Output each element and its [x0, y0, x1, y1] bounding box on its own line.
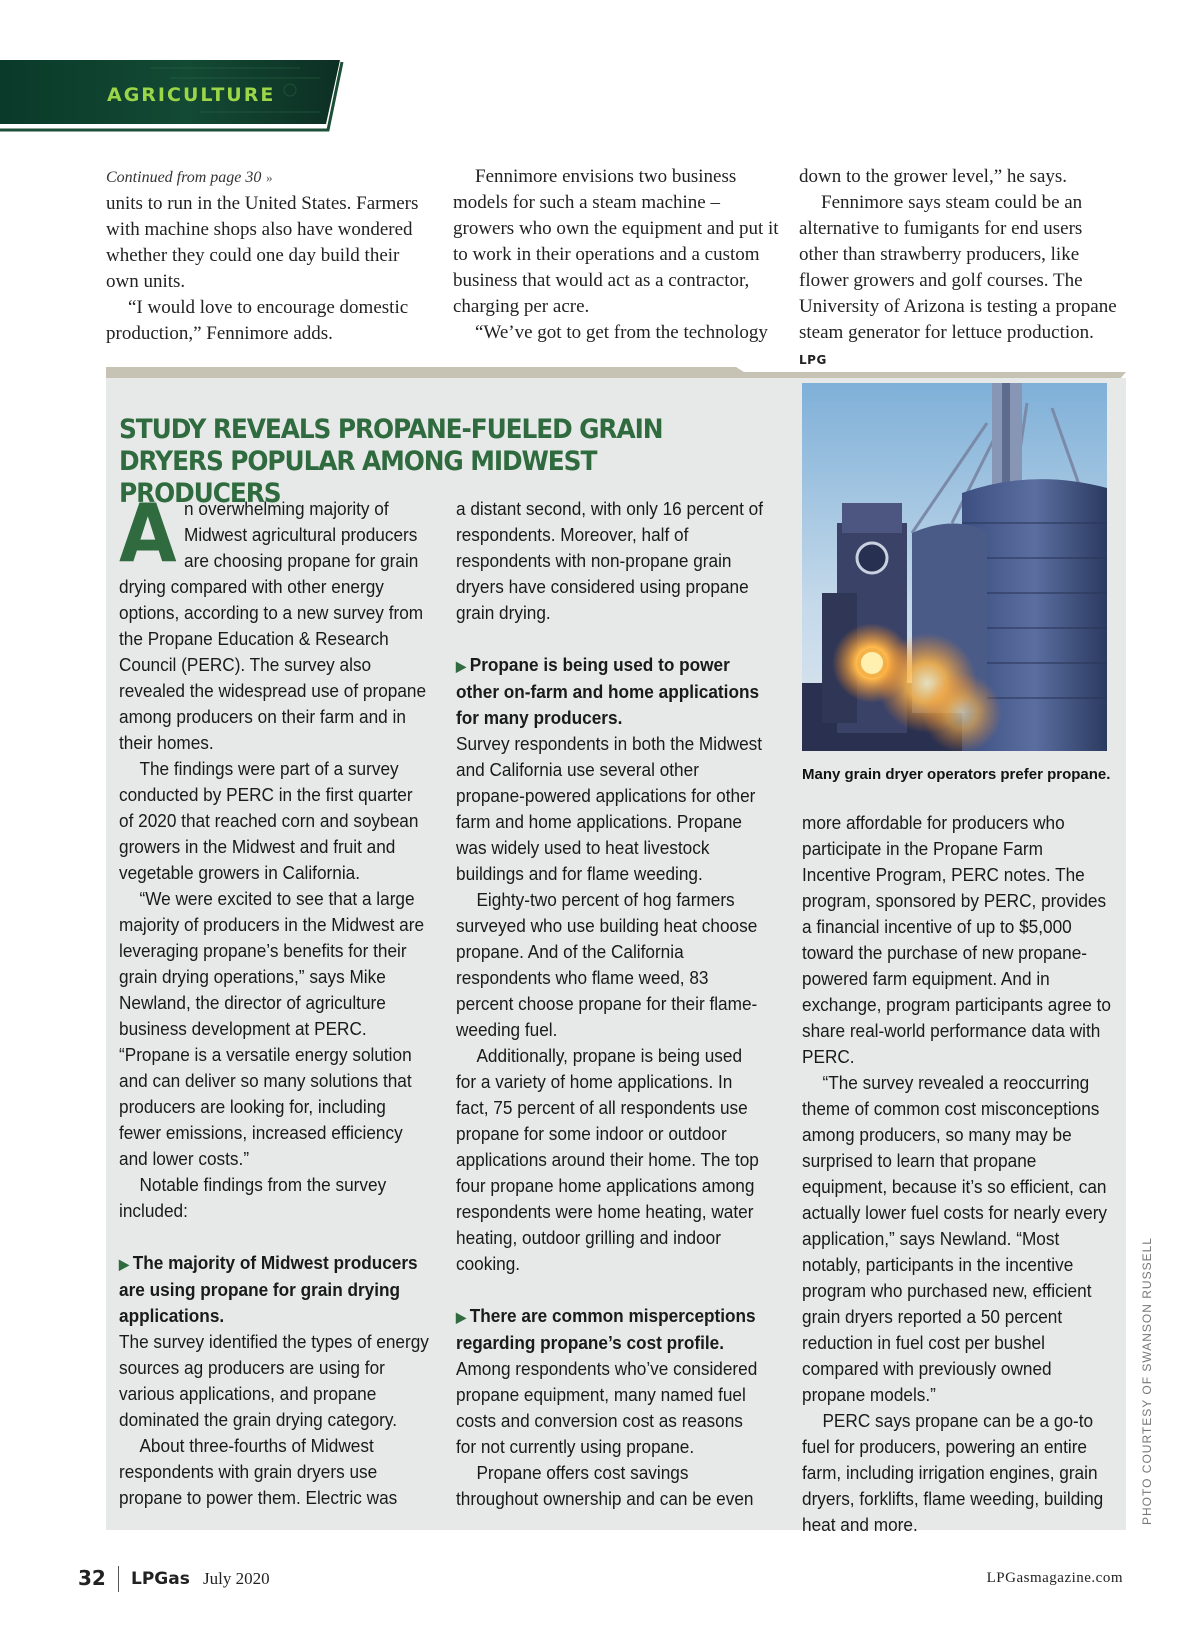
- paragraph: a distant second, with only 16 percent of respondents. Moreover, half of respondents with non-propane grain dryers have considered using propane grain drying.: [456, 498, 764, 623]
- paragraph: “The survey revealed a reoccurring theme of common cost misconceptions among producers, so many may be surprised to learn that propane equipment, because it’s so efficient, can actually lower fuel costs for nearly every application,” says Newland. “Most notably, participants in the incentive program who purchased new, efficient grain dryers reported a 50 percent reduction in fuel cost per bushel compared with previously owned propane models.”: [802, 1072, 1108, 1405]
- end-mark: LPG: [799, 353, 827, 367]
- paragraph: units to run in the United States. Farmers with machine shops also have wondered whether they could one day build their own units.: [106, 193, 419, 292]
- paragraph: “We’ve got to get from the technology: [475, 322, 768, 343]
- section-label: AGRICULTURE: [107, 84, 276, 106]
- sidebar-title: STUDY REVEALS PROPANE-FUELED GRAIN DRYERS POPULAR AMONG MIDWEST PRODUCERS: [119, 414, 663, 509]
- bullet-triangle-icon: ▶: [456, 658, 467, 674]
- paragraph: Notable findings from the survey included:: [119, 1174, 387, 1221]
- paragraph: Eighty-two percent of hog farmers surveyed who use building heat choose propane. And of the California respondents who flame weed, 83 percent choose propane for their flame-weeding fuel.: [456, 889, 758, 1040]
- paragraph: Among respondents who’ve considered propane equipment, many named fuel costs and conversion cost as reasons for not currently using propane.: [456, 1358, 758, 1457]
- sidebar-column-3: [802, 810, 1113, 1538]
- continued-from-label: Continued from page 30: [106, 169, 262, 186]
- subhead: There are common misperceptions regarding propane’s cost profile.: [456, 1305, 756, 1353]
- drop-cap: A: [119, 487, 177, 580]
- page-number: 32: [78, 1566, 106, 1590]
- paragraph: down to the grower level,” he says.: [799, 166, 1068, 187]
- issue-date: July 2020: [203, 1569, 270, 1588]
- grain-dryer-photo: [802, 383, 1107, 751]
- sidebar-column-2: [456, 496, 767, 1512]
- continuation-column-2: [453, 164, 779, 346]
- website-url: LPGasmagazine.com: [986, 1570, 1123, 1586]
- continuation-column-1: [106, 164, 432, 347]
- sidebar-column-1: [119, 487, 430, 1511]
- bullet-triangle-icon: ▶: [119, 1256, 130, 1272]
- paragraph: Fennimore says steam could be an alternative to fumigants for end users other than strawberry producers, like flower growers and golf courses. The University of Arizona is testing a propane steam generator for lettuce production.: [799, 192, 1117, 343]
- paragraph: “We were excited to see that a large majority of producers in the Midwest are leveraging propane’s benefits for their grain drying operations,” says Mike Newland, the director of agriculture business development at PERC. “Propane is a versatile energy solution and can deliver so many solutions that producers are looking for, including fewer emissions, increased efficiency and lower costs.”: [119, 888, 425, 1169]
- subhead: Propane is being used to power other on-farm and home applications for many producers.: [456, 654, 760, 728]
- paragraph: The findings were part of a survey conducted by PERC in the first quarter of 2020 that reached corn and soybean growers in the Midwest and fruit and vegetable growers in California.: [119, 758, 419, 883]
- paragraph: Fennimore envisions two business models for such a steam machine – growers who own the equipment and put it to work in their operations and a custom business that would act as a contractor, charging per acre.: [453, 166, 779, 317]
- footer-divider: [118, 1566, 119, 1592]
- photo-caption: Many grain dryer operators prefer propane.: [802, 766, 1111, 783]
- paragraph: more affordable for producers who participate in the Propane Farm Incentive Program, PERC notes. The program, sponsored by PERC, provides a financial incentive of up to $5,000 toward the purchase of new propane-powered farm equipment. And in exchange, program participants agree to share real-world performance data with PERC.: [802, 812, 1111, 1067]
- photo-credit: PHOTO COURTESY OF SWANSON RUSSELL: [1140, 1237, 1154, 1525]
- paragraph: About three-fourths of Midwest respondents with grain dryers use propane to power them. Electric was: [119, 1435, 398, 1508]
- paragraph: n overwhelming majority of Midwest agricultural producers are choosing propane for grain drying compared with other energy options, according to a new survey from the Propane Education & Research Council (PERC). The survey also revealed the widespread use of propane among producers on their farm and in their homes.: [119, 498, 427, 753]
- paragraph: Survey respondents in both the Midwest and California use several other propane-powered applications for other farm and home applications. Propane was widely used to heat livestock buildings and for flame weeding.: [456, 733, 763, 884]
- paragraph: The survey identified the types of energy sources ag producers are using for various applications, and propane dominated the grain drying category.: [119, 1331, 429, 1430]
- paragraph: Additionally, propane is being used for a variety of home applications. In fact, 75 percent of all respondents use propane for some indoor or outdoor applications around their home. The top four propane home applications among respondents were home heating, water heating, outdoor grilling and indoor cooking.: [456, 1045, 759, 1274]
- paragraph: “I would love to encourage domestic production,” Fennimore adds.: [106, 297, 409, 344]
- paragraph: PERC says propane can be a go-to fuel for producers, powering an entire farm, including irrigation engines, grain dryers, forklifts, flame weeding, building heat and more.: [802, 1410, 1104, 1535]
- subhead: The majority of Midwest producers are using propane for grain drying applications.: [119, 1252, 418, 1326]
- magazine-logo: LPGas: [131, 1569, 190, 1589]
- continuation-column-3: [799, 164, 1125, 373]
- continue-arrow-icon: »: [266, 170, 273, 185]
- paragraph: Propane offers cost savings throughout ownership and can be even: [456, 1462, 754, 1509]
- bullet-triangle-icon: ▶: [456, 1309, 467, 1325]
